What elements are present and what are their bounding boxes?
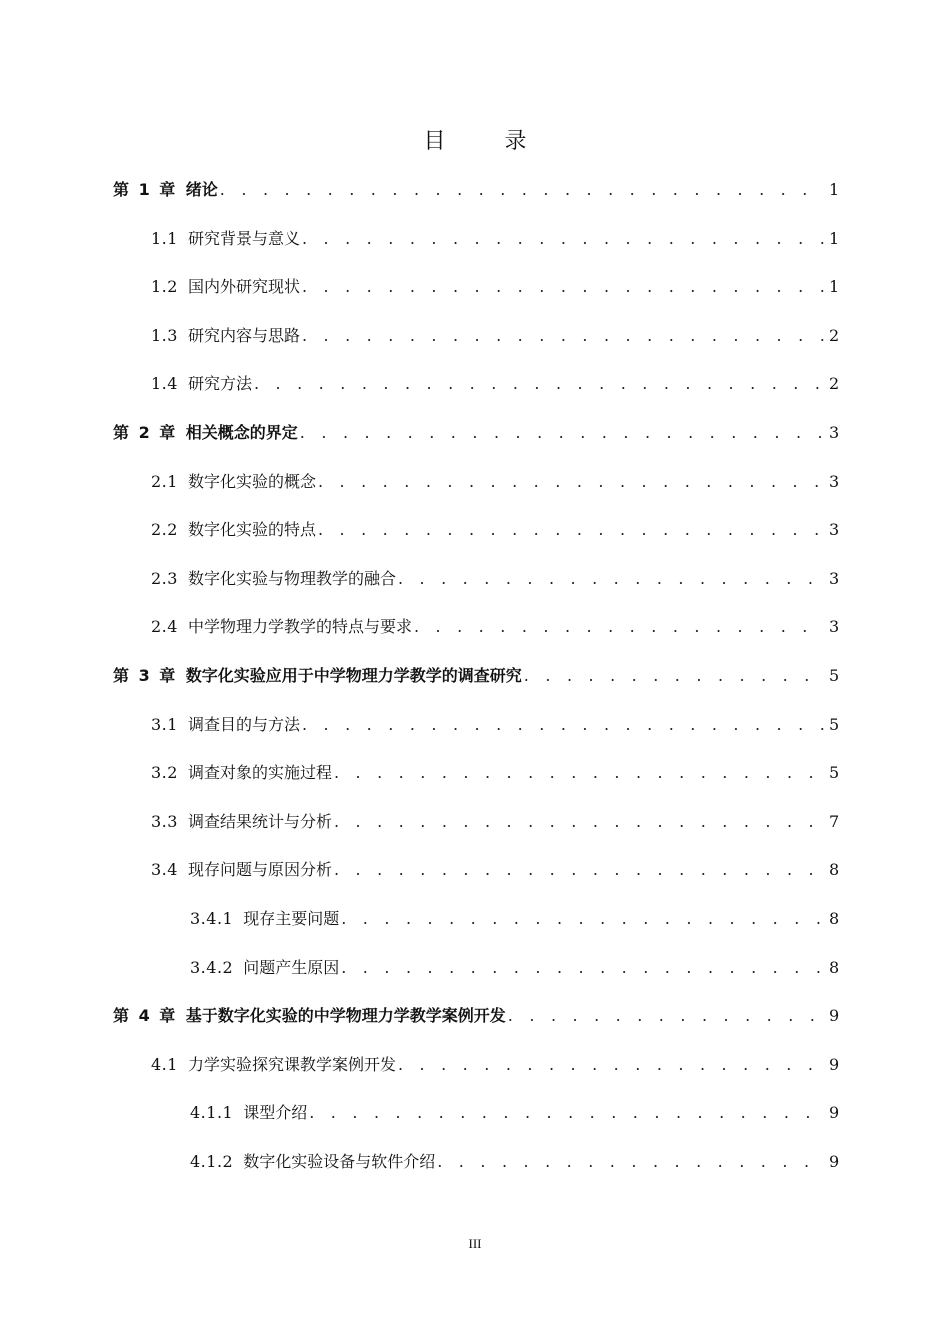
toc-entry-chapter[interactable] bbox=[113, 419, 840, 447]
toc-dot-leader bbox=[302, 322, 825, 350]
toc-entry-title: 调查结果统计与分析 bbox=[187, 811, 332, 831]
toc-dot-leader bbox=[309, 1099, 825, 1127]
toc-entry-title: 调查目的与方法 bbox=[187, 714, 300, 734]
toc-entry-page-number: 5 bbox=[829, 763, 840, 783]
toc-entry-number: 第 4 章 bbox=[113, 1006, 176, 1026]
toc-entry-title: 现存问题与原因分析 bbox=[187, 860, 332, 880]
toc-entry-page-number: 3 bbox=[829, 568, 840, 588]
toc-dot-leader bbox=[437, 1148, 825, 1176]
toc-entry-number: 1.3 bbox=[151, 325, 178, 345]
toc-entry-number: 2.4 bbox=[151, 617, 178, 637]
toc-entry-page-number: 1 bbox=[829, 277, 840, 297]
toc-entry-section[interactable] bbox=[151, 370, 840, 398]
toc-entry-number: 第 2 章 bbox=[113, 423, 176, 442]
toc-entry-title: 相关概念的界定 bbox=[185, 423, 298, 442]
toc-dot-leader bbox=[334, 759, 825, 787]
toc-entry-subsection[interactable] bbox=[190, 1148, 840, 1176]
toc-entry-title: 数字化实验应用于中学物理力学教学的调查研究 bbox=[185, 666, 522, 685]
toc-dot-leader bbox=[398, 565, 825, 593]
toc-dot-leader bbox=[508, 1002, 825, 1030]
toc-entry-number: 3.1 bbox=[151, 714, 178, 734]
toc-entry-section[interactable] bbox=[151, 273, 840, 301]
toc-dot-leader bbox=[302, 225, 825, 253]
toc-entry-page-number: 9 bbox=[829, 1054, 840, 1074]
toc-dot-leader bbox=[341, 954, 825, 982]
toc-dot-leader bbox=[318, 468, 825, 496]
toc-entry-title: 基于数字化实验的中学物理力学教学案例开发 bbox=[185, 1006, 506, 1026]
toc-entry-chapter[interactable] bbox=[113, 176, 840, 204]
toc-entry-number: 3.4 bbox=[151, 860, 178, 880]
toc-entry-subsection[interactable] bbox=[190, 1099, 840, 1127]
toc-entry-page-number: 1 bbox=[829, 228, 840, 248]
toc-entry-page-number: 3 bbox=[829, 520, 840, 540]
toc-entry-number: 2.1 bbox=[151, 471, 178, 491]
toc-entry-title: 绪论 bbox=[185, 180, 218, 199]
toc-entry-number: 3.4.2 bbox=[190, 957, 234, 977]
toc-entry-page-number: 9 bbox=[829, 1006, 840, 1026]
toc-entry-title: 力学实验探究课教学案例开发 bbox=[187, 1054, 396, 1074]
toc-entry-chapter[interactable] bbox=[113, 1002, 840, 1030]
toc-entry-page-number: 8 bbox=[829, 909, 840, 928]
toc-entry-page-number: 9 bbox=[829, 1103, 840, 1123]
toc-entry-subsection[interactable] bbox=[190, 905, 840, 933]
toc-entry-page-number: 8 bbox=[829, 860, 840, 880]
toc-entry-number: 4.1.1 bbox=[190, 1103, 234, 1123]
toc-entry-section[interactable] bbox=[151, 808, 840, 836]
page-title: 目 录 bbox=[423, 129, 553, 154]
toc-entry-number: 1.4 bbox=[151, 374, 178, 394]
toc-dot-leader bbox=[334, 808, 825, 836]
toc-entry-section[interactable] bbox=[151, 322, 840, 350]
toc-entry-title: 数字化实验与物理教学的融合 bbox=[187, 568, 396, 588]
toc-entry-page-number: 3 bbox=[829, 617, 840, 637]
toc-entry-title: 数字化实验设备与软件介绍 bbox=[243, 1152, 436, 1171]
toc-entry-section[interactable] bbox=[151, 759, 840, 787]
toc-entry-title: 研究背景与意义 bbox=[187, 228, 300, 248]
toc-entry-page-number: 5 bbox=[829, 714, 840, 734]
page-number: III bbox=[468, 1236, 482, 1251]
toc-entry-number: 第 3 章 bbox=[113, 666, 176, 685]
toc-entry-subsection[interactable] bbox=[190, 954, 840, 982]
toc-entry-number: 3.2 bbox=[151, 763, 178, 783]
toc-entry-number: 1.2 bbox=[151, 277, 178, 297]
toc-dot-leader bbox=[334, 856, 825, 884]
toc-entry-page-number: 5 bbox=[829, 666, 840, 685]
toc-entry-section[interactable] bbox=[151, 856, 840, 884]
toc-entry-page-number: 2 bbox=[829, 374, 840, 394]
toc-entry-number: 第 1 章 bbox=[113, 180, 176, 199]
toc-entry-number: 3.3 bbox=[151, 811, 178, 831]
toc-entry-title: 现存主要问题 bbox=[243, 909, 340, 928]
toc-dot-leader bbox=[414, 613, 825, 641]
toc-entry-page-number: 3 bbox=[829, 471, 840, 491]
toc-entry-title: 数字化实验的特点 bbox=[187, 520, 316, 540]
toc-entry-number: 1.1 bbox=[151, 228, 178, 248]
toc-entry-page-number: 2 bbox=[829, 325, 840, 345]
toc-entry-number: 2.3 bbox=[151, 568, 178, 588]
toc-entry-number: 2.2 bbox=[151, 520, 178, 540]
toc-dot-leader bbox=[524, 662, 825, 690]
toc-entry-title: 数字化实验的概念 bbox=[187, 471, 316, 491]
toc-entry-section[interactable] bbox=[151, 225, 840, 253]
toc-entry-section[interactable] bbox=[151, 468, 840, 496]
toc-entry-section[interactable] bbox=[151, 711, 840, 739]
toc-entry-section[interactable] bbox=[151, 613, 840, 641]
toc-entry-chapter[interactable] bbox=[113, 662, 840, 690]
toc-dot-leader bbox=[220, 176, 825, 204]
toc-entry-page-number: 8 bbox=[829, 957, 840, 977]
toc-entry-section[interactable] bbox=[151, 1051, 840, 1079]
toc-entry-number: 4.1 bbox=[151, 1054, 178, 1074]
toc-entry-section[interactable] bbox=[151, 516, 840, 544]
toc-entry-title: 课型介绍 bbox=[243, 1103, 308, 1123]
toc-entry-number: 3.4.1 bbox=[190, 909, 234, 928]
toc-entry-page-number: 7 bbox=[829, 811, 840, 831]
toc-entry-section[interactable] bbox=[151, 565, 840, 593]
toc-entry-title: 国内外研究现状 bbox=[187, 277, 300, 297]
toc-entry-page-number: 3 bbox=[829, 423, 840, 442]
toc-dot-leader bbox=[341, 905, 825, 933]
toc-entry-page-number: 9 bbox=[829, 1152, 840, 1171]
toc-dot-leader bbox=[302, 711, 825, 739]
toc-dot-leader bbox=[302, 273, 825, 301]
toc-entry-number: 4.1.2 bbox=[190, 1152, 234, 1171]
toc-entry-title: 中学物理力学教学的特点与要求 bbox=[187, 617, 412, 637]
toc-dot-leader bbox=[300, 419, 825, 447]
toc-dot-leader bbox=[254, 370, 825, 398]
toc-entry-title: 问题产生原因 bbox=[243, 957, 340, 977]
toc-entry-page-number: 1 bbox=[829, 180, 840, 199]
toc-entry-title: 研究内容与思路 bbox=[187, 325, 300, 345]
toc-dot-leader bbox=[318, 516, 825, 544]
toc-entry-title: 调查对象的实施过程 bbox=[187, 763, 332, 783]
toc-dot-leader bbox=[398, 1051, 825, 1079]
toc-entry-title: 研究方法 bbox=[187, 374, 252, 394]
